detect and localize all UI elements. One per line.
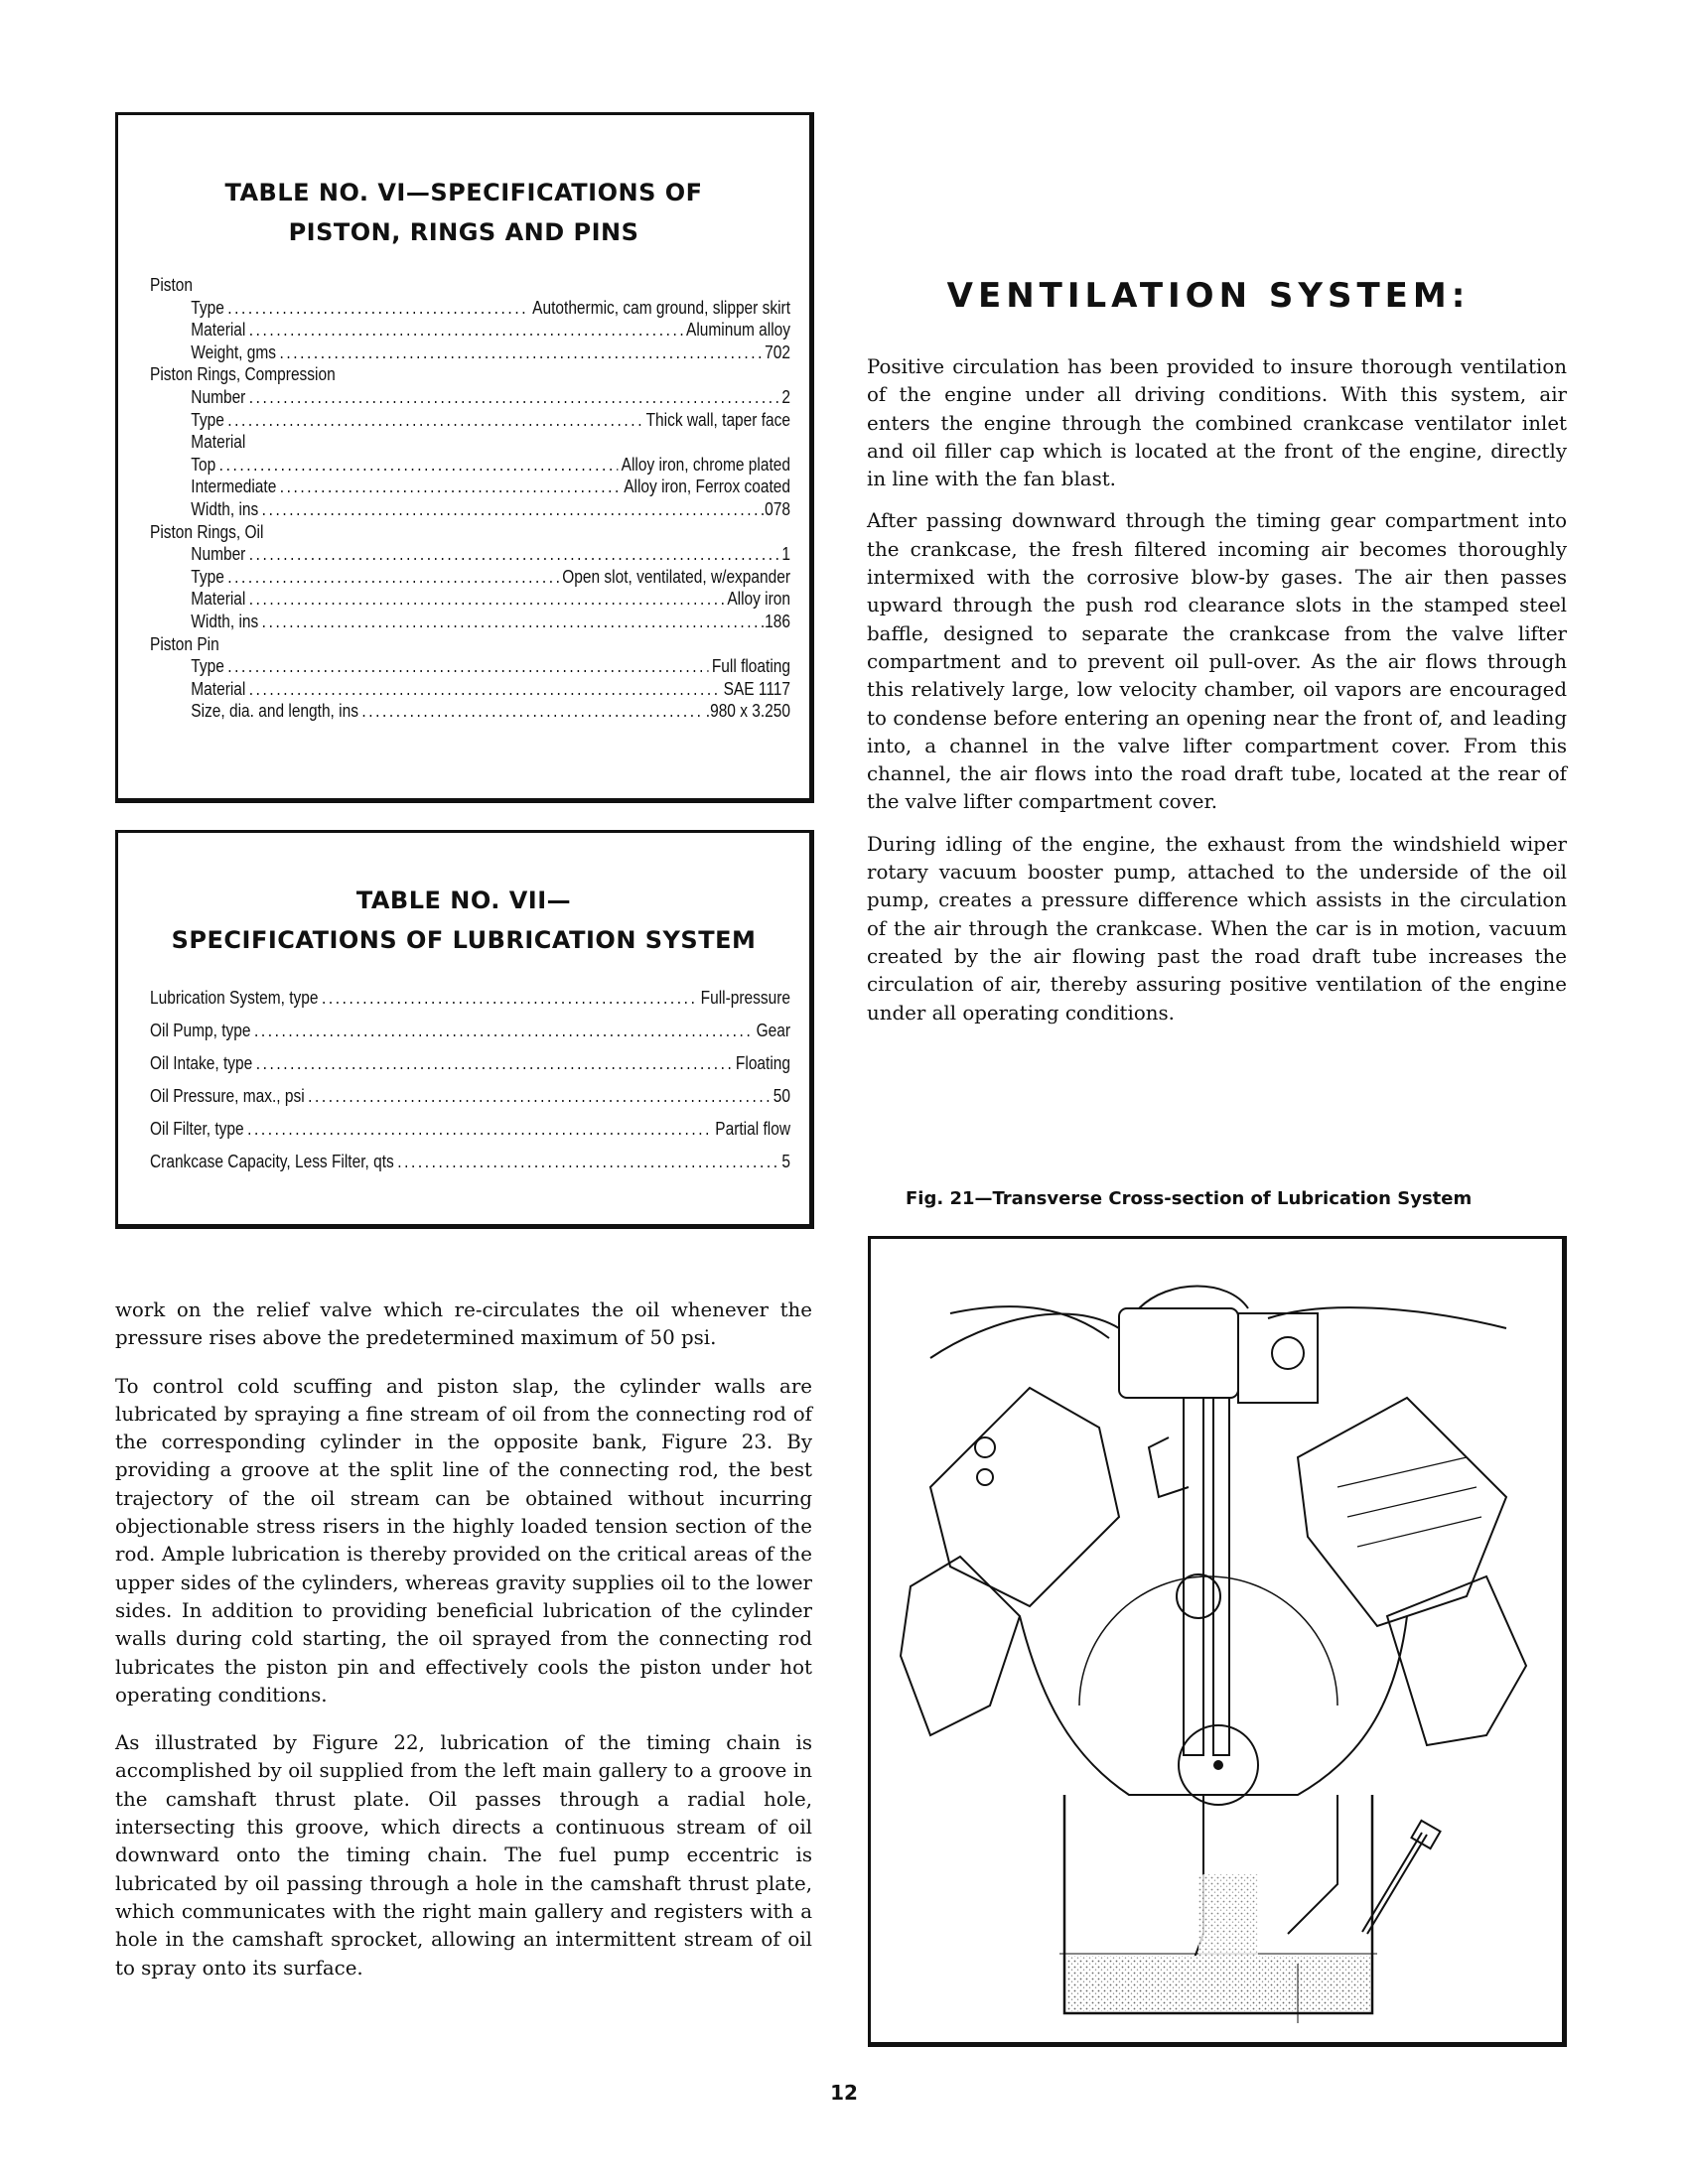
spec-row bbox=[150, 386, 790, 409]
spec-label: Oil Pump, type bbox=[150, 1021, 251, 1040]
spec-row bbox=[150, 678, 790, 701]
spec-value: Full-pressure bbox=[700, 988, 790, 1008]
spec-value: Open slot, ventilated, w/expander bbox=[562, 566, 790, 587]
ventilation-body bbox=[867, 353, 1567, 1041]
table-vi-piston-specs bbox=[115, 112, 814, 803]
spec-label: Number bbox=[191, 544, 246, 565]
spec-row bbox=[150, 409, 790, 432]
spec-label: Type bbox=[191, 409, 224, 430]
paragraph: During idling of the engine, the exhaust from the windshield wiper rotary vacuum booster pump, attached to the underside of the oil pump, creates a pressure difference which assists in the circulation of the air through the crankcase. When the car is in motion, vacuum created by the air flowing past the road draft tube increases the circulation of air, thereby assuring positive ventilation of the engine under all operating conditions. bbox=[867, 832, 1567, 1024]
table-vii-title bbox=[118, 881, 809, 960]
spec-label: Size, dia. and length, ins bbox=[191, 701, 358, 722]
spec-value: 5 bbox=[781, 1152, 790, 1171]
spec-value: .078 bbox=[760, 498, 790, 519]
spec-label: Intermediate bbox=[191, 477, 277, 497]
spec-row bbox=[150, 700, 790, 723]
table-vi-title bbox=[118, 173, 809, 252]
paragraph: To control cold scuffing and piston slap, the cylinder walls are lubricated by spraying a fine stream of oil from the connecting rod of the corresponding cylinder in the opposite bank, Figure 23. By providing a groove at the split line of the connecting rod, the best trajectory of the oil stream can be obtained without incurring objectionable stress risers in the highly loaded tension section of the rod. Ample lubrication is thereby provided on the critical areas of the upper sides of the cylinders, whereas gravity supplies oil to the lower sides. In addition to providing beneficial lubrication of the cylinder walls during cold starting, the oil sprayed from the connecting rod lubricates the piston pin and effectively cools the piston under hot operating conditions. bbox=[115, 1374, 812, 1706]
lubrication-body bbox=[115, 1297, 812, 1996]
spec-row bbox=[150, 982, 790, 1015]
paragraph: As illustrated by Figure 22, lubrication of the timing chain is accomplished by oil supplied from the left main gallery to a groove in the camshaft thrust plate. Oil passes through a radial hole, intersecting this groove, which directs a continuous stream of oil downward onto the timing chain. The fuel pump eccentric is lubricated by oil passing through a hole in the camshaft thrust plate, which communicates with the right main gallery and registers with a hole in the camshaft sprocket, allowing an intermittent stream of oil to spray onto its surface. bbox=[115, 1731, 812, 1979]
spec-value: Alloy iron, Ferrox coated bbox=[624, 477, 790, 497]
spec-label: Oil Intake, type bbox=[150, 1053, 253, 1073]
table-vi-title-line-1: TABLE NO. VI—SPECIFICATIONS OF bbox=[224, 179, 703, 206]
spec-label: Lubrication System, type bbox=[150, 988, 319, 1008]
spec-label: Weight, gms bbox=[191, 341, 277, 362]
spec-row bbox=[150, 611, 790, 633]
spec-row bbox=[150, 1080, 790, 1113]
spec-value: Aluminum alloy bbox=[686, 320, 790, 341]
spec-row bbox=[150, 1146, 790, 1178]
paragraph: work on the relief valve which re-circulates the oil whenever the pressure rises above the predetermined maximum of 50 psi. bbox=[115, 1298, 812, 1350]
table-vii-title-line-2: SPECIFICATIONS OF LUBRICATION SYSTEM bbox=[171, 926, 757, 954]
spec-label: Material bbox=[191, 432, 246, 453]
spec-label: Material bbox=[191, 678, 246, 699]
spec-label: Type bbox=[191, 297, 224, 318]
spec-row bbox=[150, 1113, 790, 1146]
spec-value: 1 bbox=[781, 544, 790, 565]
spec-subheader bbox=[150, 431, 790, 454]
spec-label: Material bbox=[191, 589, 246, 610]
engine-cross-section-illustration bbox=[871, 1239, 1562, 2042]
spec-row bbox=[150, 1015, 790, 1047]
table-vii-spec-list bbox=[150, 982, 790, 1178]
spec-row bbox=[150, 297, 790, 320]
spec-value: 702 bbox=[765, 341, 790, 362]
spec-row bbox=[150, 454, 790, 477]
spec-label: Oil Filter, type bbox=[150, 1119, 244, 1139]
spec-value: 50 bbox=[773, 1086, 790, 1106]
spec-row bbox=[150, 319, 790, 341]
spec-value: Alloy iron bbox=[727, 589, 790, 610]
spec-group-header: Piston Rings, Oil bbox=[150, 521, 264, 542]
paragraph: Positive circulation has been provided to insure thorough ventilation of the engine under all driving conditions. With this system, air enters the engine through the combined crankcase ventilator inlet and oil filler cap which is located at the front of the engine, directly in line with the fan blast. bbox=[867, 355, 1567, 491]
spec-row bbox=[150, 566, 790, 589]
spec-label: Crankcase Capacity, Less Filter, qts bbox=[150, 1152, 394, 1171]
page-number: 12 bbox=[830, 2081, 858, 2105]
spec-row bbox=[150, 476, 790, 498]
spec-value: .186 bbox=[760, 611, 790, 631]
spec-group-header: Piston bbox=[150, 275, 194, 295]
spec-label: Width, ins bbox=[191, 498, 259, 519]
spec-value: Partial flow bbox=[715, 1119, 790, 1139]
spec-label: Oil Pressure, max., psi bbox=[150, 1086, 305, 1106]
spec-value: Gear bbox=[756, 1021, 790, 1040]
spec-row bbox=[150, 498, 790, 521]
spec-row bbox=[150, 543, 790, 566]
spec-label: Number bbox=[191, 386, 246, 407]
section-heading-ventilation: VENTILATION SYSTEM: bbox=[946, 276, 1471, 316]
figure-engine-cross-section bbox=[868, 1236, 1567, 2047]
table-vii-lubrication-specs bbox=[115, 830, 814, 1229]
table-vi-spec-list bbox=[150, 274, 790, 723]
spec-label: Type bbox=[191, 656, 224, 677]
spec-label: Width, ins bbox=[191, 611, 259, 631]
spec-value: Full floating bbox=[711, 656, 790, 677]
table-vii-title-line-1: TABLE NO. VII— bbox=[355, 887, 572, 914]
spec-value: Floating bbox=[735, 1053, 790, 1073]
spec-label: Material bbox=[191, 320, 246, 341]
spec-row bbox=[150, 1047, 790, 1080]
spec-value: SAE 1117 bbox=[723, 678, 790, 699]
spec-row bbox=[150, 341, 790, 364]
spec-value: Autothermic, cam ground, slipper skirt bbox=[532, 297, 790, 318]
spec-value: .980 x 3.250 bbox=[705, 701, 790, 722]
spec-group-header: Piston Pin bbox=[150, 633, 219, 654]
spec-label: Type bbox=[191, 566, 224, 587]
paragraph: After passing downward through the timing gear compartment into the crankcase, the fresh filtered incoming air becomes thoroughly intermixed with the corrosive blow-by gases. The air then passes upward through the push rod clearance slots in the stamped steel baffle, designed to separate the crankcase from the valve lifter compartment and to prevent oil pull-over. As the air flows through this relatively large, low velocity chamber, oil vapors are encouraged to condense before entering an opening near the front of, and leading into, a channel in the valve lifter compartment cover. From this channel, the air flows into the road draft tube, located at the rear of the valve lifter compartment cover. bbox=[867, 509, 1567, 814]
spec-row bbox=[150, 588, 790, 611]
spec-group-header: Piston Rings, Compression bbox=[150, 364, 336, 385]
spec-row bbox=[150, 655, 790, 678]
spec-label: Top bbox=[191, 454, 216, 475]
spec-value: Thick wall, taper face bbox=[645, 409, 790, 430]
spec-value: 2 bbox=[781, 386, 790, 407]
figure-caption: Fig. 21—Transverse Cross-section of Lubrication System bbox=[906, 1188, 1473, 1209]
spec-value: Alloy iron, chrome plated bbox=[621, 454, 790, 475]
table-vi-title-line-2: PISTON, RINGS AND PINS bbox=[288, 218, 639, 246]
